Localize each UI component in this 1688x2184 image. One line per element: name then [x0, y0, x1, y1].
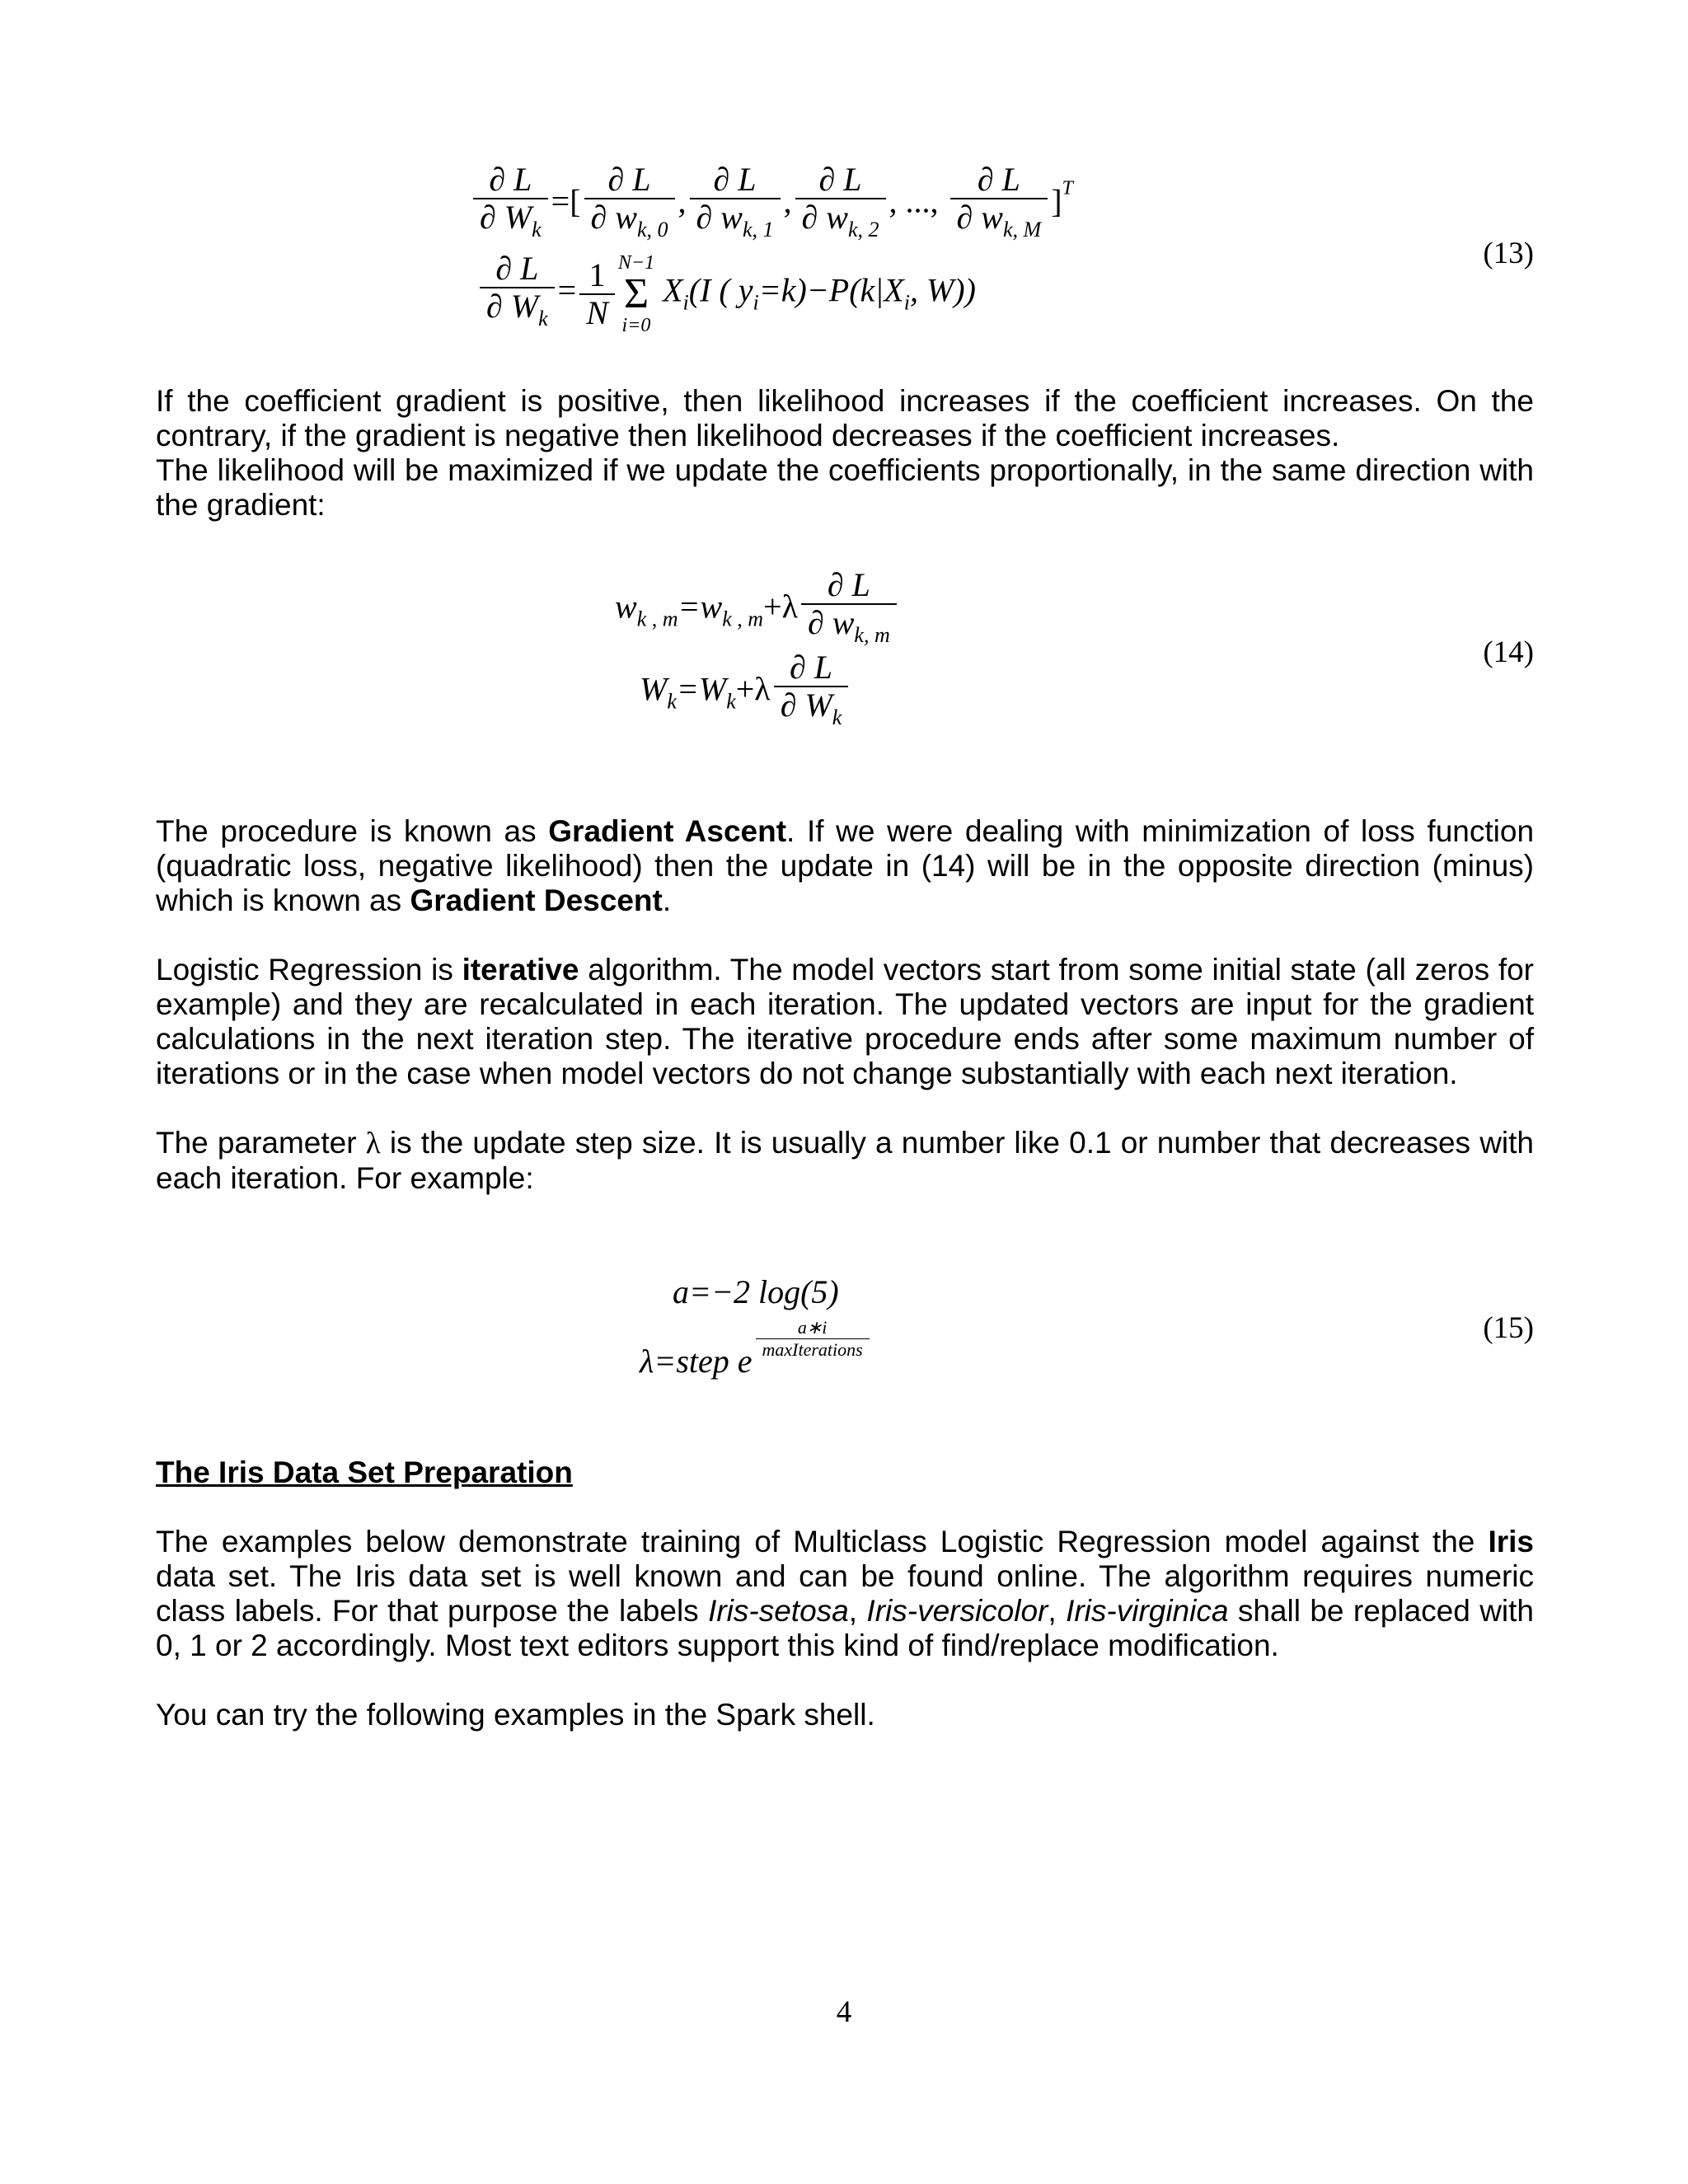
transpose-superscript: T: [1062, 177, 1073, 199]
plus-lambda: +λ: [763, 588, 798, 626]
label-iris-versicolor: Iris-versicolor: [866, 1594, 1048, 1628]
term-denominator: [584, 199, 675, 248]
exponent-denominator: maxIterations: [762, 1339, 863, 1360]
equation-number-14: (14): [1483, 635, 1534, 669]
term-denominator: [690, 199, 781, 248]
coefficient-fraction: [579, 257, 615, 331]
lhs-numerator: ∂ L: [473, 162, 548, 199]
term-fraction-2: [795, 162, 886, 248]
mid-sub: k: [726, 689, 736, 714]
term-den-sub: k, M: [1002, 218, 1042, 241]
lhs-den-sub: k: [532, 218, 542, 241]
text: ,: [1048, 1594, 1067, 1628]
body-mid: (I ( y: [688, 271, 753, 309]
term-numerator: ∂ L: [950, 162, 1048, 199]
paragraph-iterative: [156, 953, 1534, 1091]
lhs-den-main: ∂ W: [486, 288, 539, 325]
equation-number-13: (13): [1483, 237, 1534, 270]
text: Logistic Regression is: [156, 953, 462, 987]
label-iris-virginica: Iris-virginica: [1066, 1594, 1229, 1628]
mid-sub: k , m: [722, 607, 764, 631]
term-den-main: ∂ w: [590, 199, 637, 236]
lhs-den-sub: k: [538, 307, 548, 330]
page-number: 4: [836, 1995, 852, 2029]
text: The procedure is known as: [156, 814, 549, 848]
text: data set. The Iris data set is well known and can be found online. The algorithm requires numeric class labels. For that purpose the labels: [156, 1559, 1534, 1628]
text: . If we were dealing with minimization of loss function (quadratic loss, negative likelihood) then the update in (14) will be in the opposite direction (minus) which is known as: [156, 814, 1535, 917]
text: The parameter: [156, 1126, 366, 1160]
term-numerator: ∂ L: [584, 162, 675, 199]
term-iterative: iterative: [462, 953, 579, 987]
body-x2-sub: i: [903, 290, 910, 315]
equation-15-line-1: [673, 1272, 839, 1311]
close-bracket: ]: [1051, 182, 1062, 220]
text: The examples below demonstrate training of Multiclass Logistic Regression model against the: [156, 1525, 1489, 1558]
lhs-numerator: ∂ L: [480, 251, 555, 288]
equation-15-a: a=−2 log(5): [673, 1273, 839, 1310]
term-fraction-1: [690, 162, 781, 248]
coef-denominator: N: [586, 293, 608, 331]
sum-upper-limit: N−1: [617, 251, 655, 274]
paragraph-gradient-sign: [156, 384, 1534, 523]
paragraph-line: The likelihood will be maximized if we update the coefficients proportionally, in the same direction with the gradient:: [156, 453, 1534, 522]
term-gradient-ascent: Gradient Ascent: [548, 814, 787, 848]
paragraph-line: If the coefficient gradient is positive, then likelihood increases if the coefficient increases. On the contrary, if the gradient is negative then likelihood decreases if the coefficient increases.: [156, 384, 1534, 452]
ellipsis: , ...,: [889, 182, 947, 220]
term-den-sub: k, 2: [847, 218, 879, 241]
frac-den-sub: k, m: [854, 623, 890, 647]
term-den-main: ∂ w: [696, 199, 743, 236]
gradient-fraction: [774, 649, 849, 736]
lhs-denominator: [480, 288, 555, 337]
paragraph-spark-shell: You can try the following examples in the Spark shell.: [156, 1698, 875, 1732]
frac-den-sub: k: [832, 705, 842, 729]
frac-denominator: [774, 687, 849, 736]
paragraph-step-size: [156, 1126, 1534, 1196]
body-x-sub: i: [682, 290, 689, 315]
text: ,: [848, 1594, 867, 1628]
text: shall be replaced with 0, 1 or 2 accordingly. Most text editors support this kind of find/replace modification.: [156, 1594, 1535, 1662]
equation-number-15: (15): [1483, 1311, 1534, 1345]
term-den-sub: k, 1: [742, 218, 774, 241]
lhs: w: [615, 588, 637, 626]
frac-numerator: ∂ L: [801, 567, 897, 605]
equals: =: [557, 271, 577, 309]
gradient-fraction: [801, 567, 897, 654]
lhs-den-main: ∂ W: [480, 199, 532, 236]
exponent-fraction: [756, 1317, 870, 1361]
frac-numerator: ∂ L: [774, 649, 849, 687]
sum-symbol: Σ: [623, 269, 649, 317]
lhs-sub: k: [667, 689, 677, 714]
frac-denominator: [801, 605, 897, 654]
exponent-numerator: a∗i: [756, 1317, 870, 1339]
sum-lower-limit: i=0: [621, 314, 651, 336]
section-heading: The Iris Data Set Preparation: [156, 1455, 573, 1489]
term-fraction-0: [584, 162, 675, 248]
term-iris: Iris: [1488, 1525, 1534, 1558]
equals-bracket: =[: [551, 182, 581, 220]
term-denominator: [950, 199, 1048, 248]
term-numerator: ∂ L: [795, 162, 886, 199]
paragraph-gradient-ascent: [156, 814, 1534, 918]
mid: =w: [678, 588, 723, 626]
equation-13-line-2: [476, 251, 976, 337]
term-den-main: ∂ w: [956, 199, 1003, 236]
text: is the update step size. It is usually a number like 0.1 or number that decreases with each iteration. For example:: [156, 1126, 1535, 1195]
lhs-sub: k , m: [636, 607, 678, 631]
text: .: [662, 883, 672, 917]
body-y-sub: i: [753, 290, 759, 315]
comma: ,: [678, 182, 687, 220]
term-denominator: [795, 199, 886, 248]
lhs: W: [640, 670, 668, 708]
comma: ,: [783, 182, 792, 220]
paragraph-iris: [156, 1525, 1534, 1663]
mid: =W: [676, 670, 727, 708]
plus-lambda: +λ: [735, 670, 771, 708]
coef-numerator: 1: [579, 257, 615, 295]
summation: [618, 253, 654, 335]
term-numerator: ∂ L: [690, 162, 781, 199]
lambda-symbol: λ: [365, 1127, 381, 1160]
term-den-sub: k, 0: [636, 218, 668, 241]
label-iris-setosa: Iris-setosa: [708, 1594, 849, 1628]
lhs-denominator: [473, 199, 548, 248]
lhs-fraction: [480, 251, 555, 337]
lambda-definition: λ=step e: [640, 1343, 753, 1380]
equation-15-line-2: [640, 1317, 873, 1380]
term-gradient-descent: Gradient Descent: [410, 883, 663, 917]
equation-14-line-1: [615, 567, 900, 654]
equation-14-line-2: [640, 649, 851, 736]
body-x: X: [663, 271, 683, 309]
frac-den-main: ∂ W: [780, 687, 832, 724]
equation-13-line-1: [470, 162, 1073, 248]
last-term-fraction: [950, 162, 1048, 248]
term-den-main: ∂ w: [801, 199, 848, 236]
lhs-fraction: [473, 162, 548, 248]
frac-den-main: ∂ w: [807, 604, 855, 641]
text: algorithm. The model vectors start from some initial state (all zeros for example) and they are recalculated in each iteration. The updated vectors are input for the gradient calculations in the next iteration step. The iterative procedure ends after some maximum number of iterations or in the case when model vectors do not change substantially with each next iteration.: [156, 953, 1535, 1090]
body-rest: =k)−P(k|X: [758, 271, 904, 309]
body-end: , W)): [909, 271, 976, 309]
